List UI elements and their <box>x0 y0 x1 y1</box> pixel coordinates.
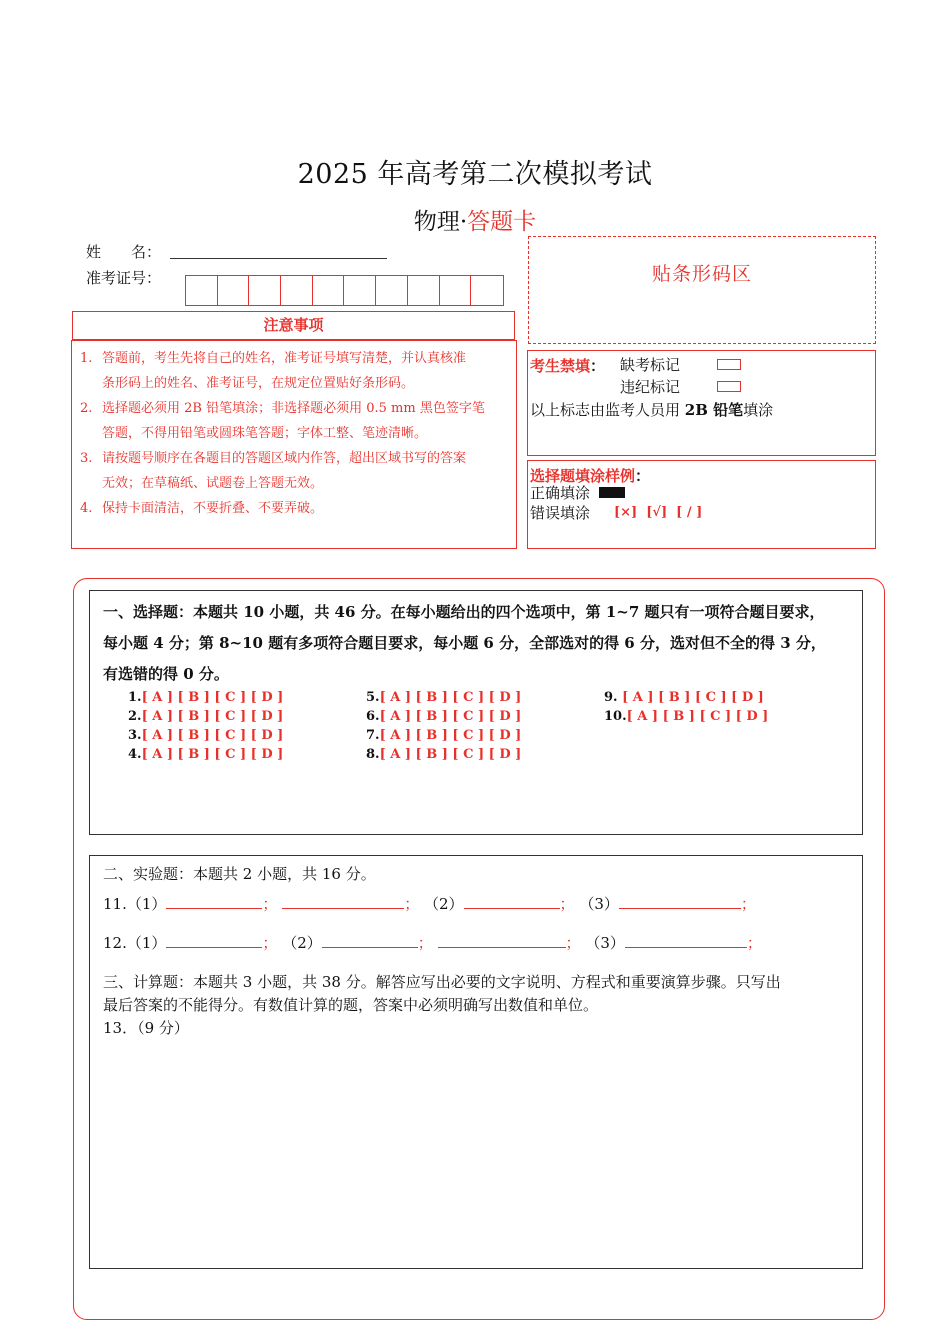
experiment-heading: 二、实验题：本题共 2 小题，共 16 分。 <box>103 865 376 883</box>
q12-blank-1[interactable] <box>166 934 262 948</box>
barcode-area: 贴条形码区 <box>528 236 876 344</box>
choice-question-10[interactable]: 10.[ A ] [ B ] [ C ] [ D ] <box>604 709 769 724</box>
choice-question-5[interactable]: 5.[ A ] [ B ] [ C ] [ D ] <box>366 690 522 705</box>
q11-blank-1[interactable] <box>166 895 262 909</box>
exam-id-digit-box[interactable] <box>471 276 503 305</box>
proctor-note: 以上标志由监考人员用 2B 铅笔填涂 <box>530 401 774 419</box>
name-label: 姓 名： <box>86 243 162 261</box>
exam-id-digit-box[interactable] <box>313 276 345 305</box>
violation-mark[interactable] <box>717 381 741 392</box>
choice-question-2[interactable]: 2.[ A ] [ B ] [ C ] [ D ] <box>128 709 284 724</box>
correct-fill-label: 正确填涂 <box>530 484 591 502</box>
subtitle-subject: 物理· <box>413 209 468 235</box>
exam-id-digit-box[interactable] <box>186 276 218 305</box>
violation-label: 违纪标记 <box>620 378 681 396</box>
exam-id-digit-box[interactable] <box>218 276 250 305</box>
choice-question-8[interactable]: 8.[ A ] [ B ] [ C ] [ D ] <box>366 747 522 762</box>
notice-item: 1. 答题前，考生先将自己的姓名，准考证号填写清楚，并认真核准 条形码上的姓名、准考证号，在规定位置贴好条形码。 <box>80 351 467 391</box>
fill-sample-box <box>527 460 876 549</box>
q13-label: 13．（9 分） <box>103 1019 189 1037</box>
choice-question-1[interactable]: 1.[ A ] [ B ] [ C ] [ D ] <box>128 690 284 705</box>
choice-question-4[interactable]: 4.[ A ] [ B ] [ C ] [ D ] <box>128 747 284 762</box>
choice-question-6[interactable]: 6.[ A ] [ B ] [ C ] [ D ] <box>366 709 522 724</box>
notice-item: 2. 选择题必须用 2B 铅笔填涂；非选择题必须用 0.5 mm 黑色签字笔 答题，不得用铅笔或圆珠笔答题；字体工整、笔迹清晰。 <box>80 401 485 441</box>
subtitle-card: 答题卡 <box>467 209 537 235</box>
exam-id-digit-box[interactable] <box>376 276 408 305</box>
q12-blank-4[interactable] <box>625 934 747 948</box>
choice-question-3[interactable]: 3.[ A ] [ B ] [ C ] [ D ] <box>128 728 284 743</box>
q11-blank-2[interactable] <box>282 895 404 909</box>
choice-question-9[interactable]: 9. [ A ] [ B ] [ C ] [ D ] <box>604 690 764 705</box>
proctor-only-box <box>527 350 876 456</box>
choice-section <box>89 590 863 835</box>
q11-row: 11.（1） ； ； （2） ； （3） ； <box>103 895 756 913</box>
choice-instructions: 一、选择题：本题共 10 小题，共 46 分。在每小题给出的四个选项中，第 1~7 题只有一项符合题目要求， 每小题 4 分；第 8~10 题有多项符合题目要求，每小题 6 分，全部选对的得 6 分，选对但不全的得 3 分， 有选错的得 0 分。 <box>103 603 826 683</box>
name-field[interactable] <box>170 258 387 259</box>
exam-id-boxes[interactable] <box>185 275 504 306</box>
q12-blank-2[interactable] <box>322 934 418 948</box>
page-subtitle <box>0 203 950 236</box>
notice-item: 4. 保持卡面清洁，不要折叠、不要弄破。 <box>80 501 324 516</box>
notice-box <box>71 340 517 549</box>
exam-id-digit-box[interactable] <box>344 276 376 305</box>
wrong-fill-label: 错误填涂 <box>530 504 591 522</box>
exam-id-digit-box[interactable] <box>408 276 440 305</box>
exam-id-digit-box[interactable] <box>249 276 281 305</box>
fill-sample-title: 选择题填涂样例： <box>530 467 651 485</box>
q13-answer-area[interactable] <box>103 1046 848 1261</box>
wrong-fill-samples: [×] [√] [ / ] <box>614 505 703 520</box>
correct-fill-sample <box>599 487 625 498</box>
absent-mark[interactable] <box>717 359 741 370</box>
proctor-only-title: 考生禁填： <box>530 357 606 375</box>
exam-id-digit-box[interactable] <box>440 276 472 305</box>
id-label: 准考证号： <box>86 269 162 287</box>
q12-row: 12.（1） ； （2） ； ； （3） ； <box>103 934 762 952</box>
exam-id-digit-box[interactable] <box>281 276 313 305</box>
notice-heading: 注意事项 <box>72 311 515 340</box>
absent-label: 缺考标记 <box>620 356 681 374</box>
q12-blank-3[interactable] <box>438 934 566 948</box>
notice-item: 3. 请按题号顺序在各题目的答题区域内作答，超出区域书写的答案 无效；在草稿纸、试题卷上答题无效。 <box>80 451 467 491</box>
written-section <box>89 855 863 1269</box>
q11-blank-4[interactable] <box>619 895 741 909</box>
calculation-instructions: 三、计算题：本题共 3 小题，共 38 分。解答应写出必要的文字说明、方程式和重要演算步骤。只写出 最后答案的不能得分。有数值计算的题，答案中必须明确写出数值和单位。 13．（9 分） <box>103 971 858 1040</box>
q11-blank-3[interactable] <box>464 895 560 909</box>
page-title: 2025 年高考第二次模拟考试 <box>297 159 653 190</box>
choice-question-7[interactable]: 7.[ A ] [ B ] [ C ] [ D ] <box>366 728 522 743</box>
